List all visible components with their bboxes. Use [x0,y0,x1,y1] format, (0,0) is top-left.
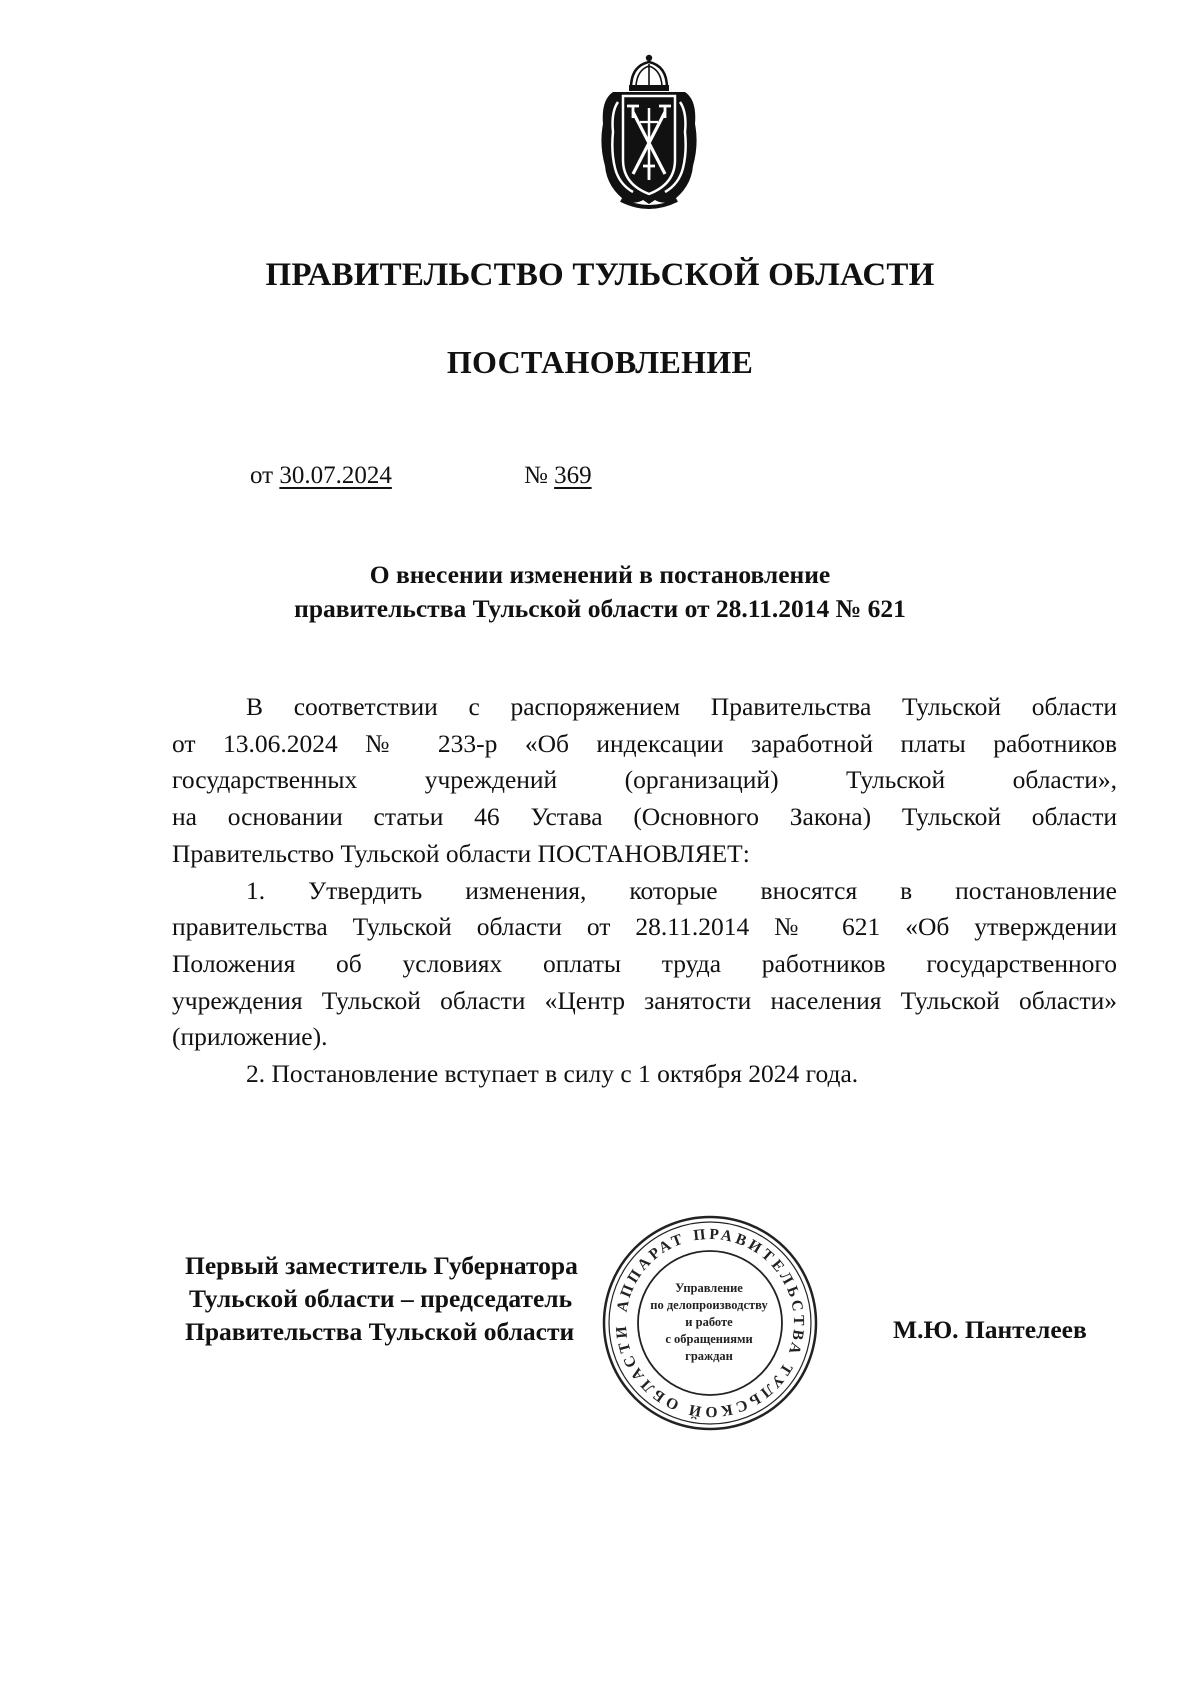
document-number: 369 [554,462,592,489]
stamp-line: граждан [685,1349,733,1363]
subject-line: О внесении изменений в постановление [369,560,831,589]
date-line [250,462,392,490]
document-kind: ПОСТАНОВЛЕНИЕ [446,344,754,380]
stamp-inner-text [634,1280,784,1365]
body-line: на основании статьи 46 Устава (Основного Закона) Тульской области [172,802,1117,832]
stamp-ring-text: АППАРАТ ПРАВИТЕЛЬСТВА ТУЛЬСКОЙ ОБЛАСТИ [612,1225,808,1421]
document-date: 30.07.2024 [279,462,392,489]
signer-name: М.Ю. Пантелеев [893,1315,1087,1344]
signer-position-line: Правительства Тульской области [185,1317,575,1346]
body-line: Положения об условиях оплаты труда работников государственного [172,948,1117,978]
body-line: Правительство Тульской области ПОСТАНОВЛЯЕТ: [172,838,750,868]
document-subject [0,558,1200,626]
number-prefix: № [524,462,548,489]
body-line: государственных учреждений (организаций) Тульской области», [172,765,1117,795]
government-title: ПРАВИТЕЛЬСТВО ТУЛЬСКОЙ ОБЛАСТИ [265,257,935,293]
date-prefix: от [250,462,274,489]
body-line: от 13.06.2024 № 233-р «Об индексации заработной платы работников [172,728,1117,758]
body-line: правительства Тульской области от 28.11.2014 № 621 «Об утверждении [172,912,1117,942]
document-body [172,689,1117,1093]
signer-position-line: Первый заместитель Губернатора [185,1251,578,1280]
stamp-line: по делопроизводству [650,1298,768,1312]
stamp-line: с обращениями [665,1332,753,1346]
body-line: (приложение). [172,1022,328,1052]
stamp-line: Управление [675,1281,743,1295]
body-line: 1. Утвердить изменения, которые вносятся в постановление [246,875,1117,905]
stamp-line: и работе [685,1315,733,1329]
subject-line: правительства Тульской области от 28.11.2014 № 621 [294,594,906,623]
body-line: 2. Постановление вступает в силу с 1 октября 2024 года. [246,1059,859,1089]
signer-position-line: Тульской области – председатель [189,1284,573,1313]
number-line [524,462,592,490]
signer-position [185,1249,578,1348]
body-line: В соответствии с распоряжением Правительства Тульской области [246,692,1117,721]
body-line: учреждения Тульской области «Центр занятости населения Тульской области» [172,985,1117,1015]
coat-of-arms-icon [593,52,705,214]
